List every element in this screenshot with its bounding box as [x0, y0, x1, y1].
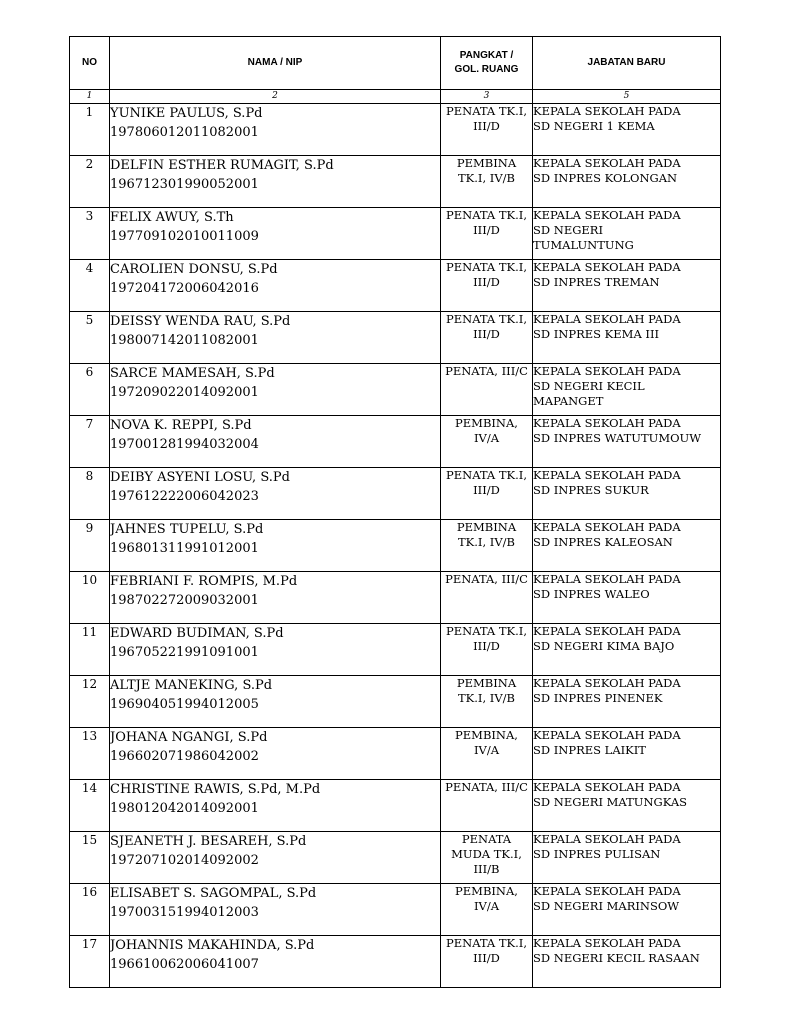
- employee-nip: 197806012011082001: [110, 125, 259, 140]
- employee-name: NOVA K. REPPI, S.Pd: [110, 418, 252, 433]
- table-row: [70, 832, 721, 884]
- row-number: 11: [70, 624, 110, 676]
- rank-grade: PENATA, III/C: [441, 572, 533, 624]
- rank-grade: PEMBINA TK.I, IV/B: [441, 156, 533, 208]
- name-nip-cell: [110, 572, 441, 624]
- new-position: KEPALA SEKOLAH PADA SD NEGERI KECIL RASAAN: [533, 936, 721, 988]
- employee-nip: 196705221991091001: [110, 645, 259, 660]
- new-position: KEPALA SEKOLAH PADA SD INPRES WALEO: [533, 572, 721, 624]
- column-index-row: [70, 90, 721, 104]
- rank-grade: PEMBINA, IV/A: [441, 416, 533, 468]
- row-number: 6: [70, 364, 110, 416]
- name-nip-cell: [110, 832, 441, 884]
- row-number: 8: [70, 468, 110, 520]
- rank-grade: PEMBINA TK.I, IV/B: [441, 676, 533, 728]
- rank-grade: PENATA TK.I, III/D: [441, 624, 533, 676]
- row-number: 13: [70, 728, 110, 780]
- row-number: 5: [70, 312, 110, 364]
- name-nip-cell: [110, 208, 441, 260]
- employee-name: SJEANETH J. BESAREH, S.Pd: [110, 834, 307, 849]
- rank-grade: PENATA, III/C: [441, 780, 533, 832]
- column-index: 5: [533, 90, 721, 104]
- employee-nip: 198007142011082001: [110, 333, 259, 348]
- new-position: KEPALA SEKOLAH PADA SD INPRES KEMA III: [533, 312, 721, 364]
- name-nip-cell: [110, 104, 441, 156]
- new-position: KEPALA SEKOLAH PADA SD INPRES TREMAN: [533, 260, 721, 312]
- rank-grade: PEMBINA, IV/A: [441, 728, 533, 780]
- table-row: [70, 520, 721, 572]
- header-row: [70, 37, 721, 90]
- employee-name: DEISSY WENDA RAU, S.Pd: [110, 314, 291, 329]
- employee-name: YUNIKE PAULUS, S.Pd: [110, 106, 263, 121]
- name-nip-cell: [110, 364, 441, 416]
- rank-grade: PENATA TK.I, III/D: [441, 260, 533, 312]
- appointment-table: [69, 36, 721, 988]
- employee-name: JOHANA NGANGI, S.Pd: [110, 730, 268, 745]
- row-number: 2: [70, 156, 110, 208]
- rank-grade: PENATA TK.I, III/D: [441, 312, 533, 364]
- new-position: KEPALA SEKOLAH PADA SD NEGERI TUMALUNTUNG: [533, 208, 721, 260]
- column-index: 3: [441, 90, 533, 104]
- header-no: NO: [70, 37, 110, 90]
- table-row: [70, 676, 721, 728]
- new-position: KEPALA SEKOLAH PADA SD INPRES LAIKIT: [533, 728, 721, 780]
- table-row: [70, 936, 721, 988]
- name-nip-cell: [110, 884, 441, 936]
- employee-name: FELIX AWUY, S.Th: [110, 210, 234, 225]
- new-position: KEPALA SEKOLAH PADA SD INPRES PINENEK: [533, 676, 721, 728]
- employee-name: DELFIN ESTHER RUMAGIT, S.Pd: [110, 158, 334, 173]
- table-row: [70, 780, 721, 832]
- name-nip-cell: [110, 676, 441, 728]
- rank-grade: PENATA TK.I, III/D: [441, 468, 533, 520]
- row-number: 16: [70, 884, 110, 936]
- new-position: KEPALA SEKOLAH PADA SD INPRES WATUTUMOUW: [533, 416, 721, 468]
- table-row: [70, 624, 721, 676]
- table-row: [70, 728, 721, 780]
- employee-nip: 197001281994032004: [110, 437, 259, 452]
- employee-name: JOHANNIS MAKAHINDA, S.Pd: [110, 938, 315, 953]
- row-number: 17: [70, 936, 110, 988]
- name-nip-cell: [110, 312, 441, 364]
- table-row: [70, 416, 721, 468]
- employee-name: JAHNES TUPELU, S.Pd: [110, 522, 264, 537]
- employee-nip: 198012042014092001: [110, 801, 259, 816]
- name-nip-cell: [110, 416, 441, 468]
- employee-nip: 196610062006041007: [110, 957, 259, 972]
- header-name-nip: NAMA / NIP: [110, 37, 441, 90]
- table-row: [70, 572, 721, 624]
- employee-name: EDWARD BUDIMAN, S.Pd: [110, 626, 284, 641]
- table-row: [70, 260, 721, 312]
- table-row: [70, 104, 721, 156]
- name-nip-cell: [110, 520, 441, 572]
- employee-name: CHRISTINE RAWIS, S.Pd, M.Pd: [110, 782, 321, 797]
- name-nip-cell: [110, 936, 441, 988]
- new-position: KEPALA SEKOLAH PADA SD NEGERI 1 KEMA: [533, 104, 721, 156]
- row-number: 1: [70, 104, 110, 156]
- table-row: [70, 208, 721, 260]
- employee-nip: 196801311991012001: [110, 541, 259, 556]
- new-position: KEPALA SEKOLAH PADA SD INPRES PULISAN: [533, 832, 721, 884]
- employee-nip: 197003151994012003: [110, 905, 259, 920]
- row-number: 7: [70, 416, 110, 468]
- employee-nip: 197204172006042016: [110, 281, 259, 296]
- employee-nip: 197207102014092002: [110, 853, 259, 868]
- name-nip-cell: [110, 780, 441, 832]
- row-number: 14: [70, 780, 110, 832]
- employee-nip: 196904051994012005: [110, 697, 259, 712]
- employee-name: ALTJE MANEKING, S.Pd: [110, 678, 273, 693]
- new-position: KEPALA SEKOLAH PADA SD INPRES SUKUR: [533, 468, 721, 520]
- rank-grade: PEMBINA TK.I, IV/B: [441, 520, 533, 572]
- table-row: [70, 156, 721, 208]
- table-row: [70, 312, 721, 364]
- table-row: [70, 468, 721, 520]
- new-position: KEPALA SEKOLAH PADA SD NEGERI MATUNGKAS: [533, 780, 721, 832]
- row-number: 15: [70, 832, 110, 884]
- column-index: 1: [70, 90, 110, 104]
- header-rank: PANGKAT / GOL. RUANG: [441, 37, 533, 90]
- row-number: 4: [70, 260, 110, 312]
- row-number: 3: [70, 208, 110, 260]
- rank-grade: PENATA TK.I, III/D: [441, 104, 533, 156]
- table-header: [70, 37, 721, 104]
- row-number: 10: [70, 572, 110, 624]
- employee-nip: 197709102010011009: [110, 229, 259, 244]
- row-number: 12: [70, 676, 110, 728]
- table-row: [70, 364, 721, 416]
- table-body: [70, 104, 721, 988]
- name-nip-cell: [110, 260, 441, 312]
- name-nip-cell: [110, 156, 441, 208]
- name-nip-cell: [110, 728, 441, 780]
- rank-grade: PEMBINA, IV/A: [441, 884, 533, 936]
- new-position: KEPALA SEKOLAH PADA SD NEGERI KIMA BAJO: [533, 624, 721, 676]
- new-position: KEPALA SEKOLAH PADA SD NEGERI KECIL MAPANGET: [533, 364, 721, 416]
- employee-nip: 196712301990052001: [110, 177, 259, 192]
- row-number: 9: [70, 520, 110, 572]
- employee-name: FEBRIANI F. ROMPIS, M.Pd: [110, 574, 298, 589]
- table-row: [70, 884, 721, 936]
- employee-name: CAROLIEN DONSU, S.Pd: [110, 262, 278, 277]
- header-new-position: JABATAN BARU: [533, 37, 721, 90]
- rank-grade: PENATA TK.I, III/D: [441, 936, 533, 988]
- employee-nip: 196602071986042002: [110, 749, 259, 764]
- rank-grade: PENATA, III/C: [441, 364, 533, 416]
- column-index: 2: [110, 90, 441, 104]
- employee-nip: 198702272009032001: [110, 593, 259, 608]
- employee-name: DEIBY ASYENI LOSU, S.Pd: [110, 470, 290, 485]
- employee-name: SARCE MAMESAH, S.Pd: [110, 366, 275, 381]
- rank-grade: PENATA TK.I, III/D: [441, 208, 533, 260]
- name-nip-cell: [110, 468, 441, 520]
- employee-name: ELISABET S. SAGOMPAL, S.Pd: [110, 886, 317, 901]
- new-position: KEPALA SEKOLAH PADA SD INPRES KOLONGAN: [533, 156, 721, 208]
- new-position: KEPALA SEKOLAH PADA SD INPRES KALEOSAN: [533, 520, 721, 572]
- employee-nip: 197209022014092001: [110, 385, 259, 400]
- rank-grade: PENATA MUDA TK.I, III/B: [441, 832, 533, 884]
- new-position: KEPALA SEKOLAH PADA SD NEGERI MARINSOW: [533, 884, 721, 936]
- employee-nip: 197612222006042023: [110, 489, 259, 504]
- name-nip-cell: [110, 624, 441, 676]
